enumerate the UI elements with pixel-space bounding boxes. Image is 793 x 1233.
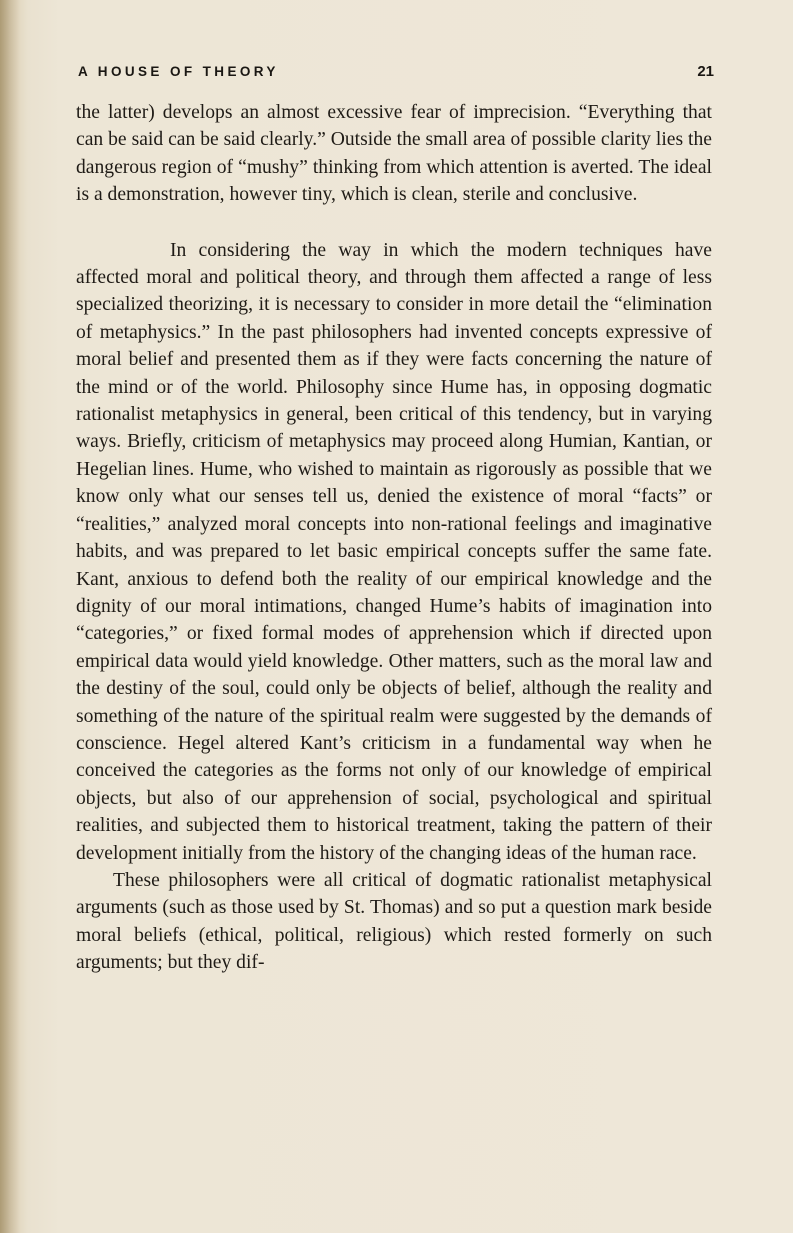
page-number: 21 [697, 63, 714, 80]
paragraph-2: In considering the way in which the modern techniques have affected moral and political theory, and through them affected a range of less specialized theorizing, it is necessary to consider in more detail the “elimination of metaphysics.” In the past philosophers had invented concepts expressive of moral belief and presented them as if they were facts concerning the nature of the mind or of the world. Philosophy since Hume has, in opposing dogmatic rationalist metaphysics in general, been critical of this tendency, but in varying ways. Briefly, criticism of metaphysics may proceed along Humian, Kantian, or Hegelian lines. Hume, who wished to maintain as rigorously as possible that we know only what our senses tell us, denied the existence of moral “facts” or “realities,” analyzed moral concepts into non-rational feelings and imaginative habits, and was prepared to let basic empirical concepts suffer the same fate. Kant, anxious to defend both the reality of our empirical knowledge and the dignity of our moral intimations, changed Hume’s habits of imagination into “categories,” or fixed formal modes of apprehension which if directed upon empirical data would yield knowledge. Other matters, such as the moral law and the destiny of the soul, could only be objects of belief, although the reality and something of the nature of the spiritual realm were suggested by the demands of conscience. Hegel altered Kant’s criticism in a fundamental way when he conceived the categories as the forms not only of our knowledge of empirical objects, but also of our apprehension of social, psychological and spiritual realities, and subjected them to historical treatment, taking the pattern of their development initially from the history of the changing ideas of the human race. [76, 239, 712, 864]
running-head [78, 64, 714, 84]
running-title: A HOUSE OF THEORY [78, 64, 279, 79]
paragraph-3: These philosophers were all critical of dogmatic rationalist metaphysical arguments (such as those used by St. Thomas) and so put a question mark beside moral beliefs (ethical, political, religious) which rested formerly on such arguments; but they dif- [76, 869, 712, 974]
spine-shadow [0, 0, 20, 1233]
body-text [76, 99, 712, 977]
paragraph-1: the latter) develops an almost excessive fear of imprecision. “Everything that can be said can be said clearly.” Outside the small area of possible clarity lies the dangerous region of “mushy” thinking from which attention is averted. The ideal is a demonstration, however tiny, which is clean, sterile and conclusive. [76, 102, 712, 206]
